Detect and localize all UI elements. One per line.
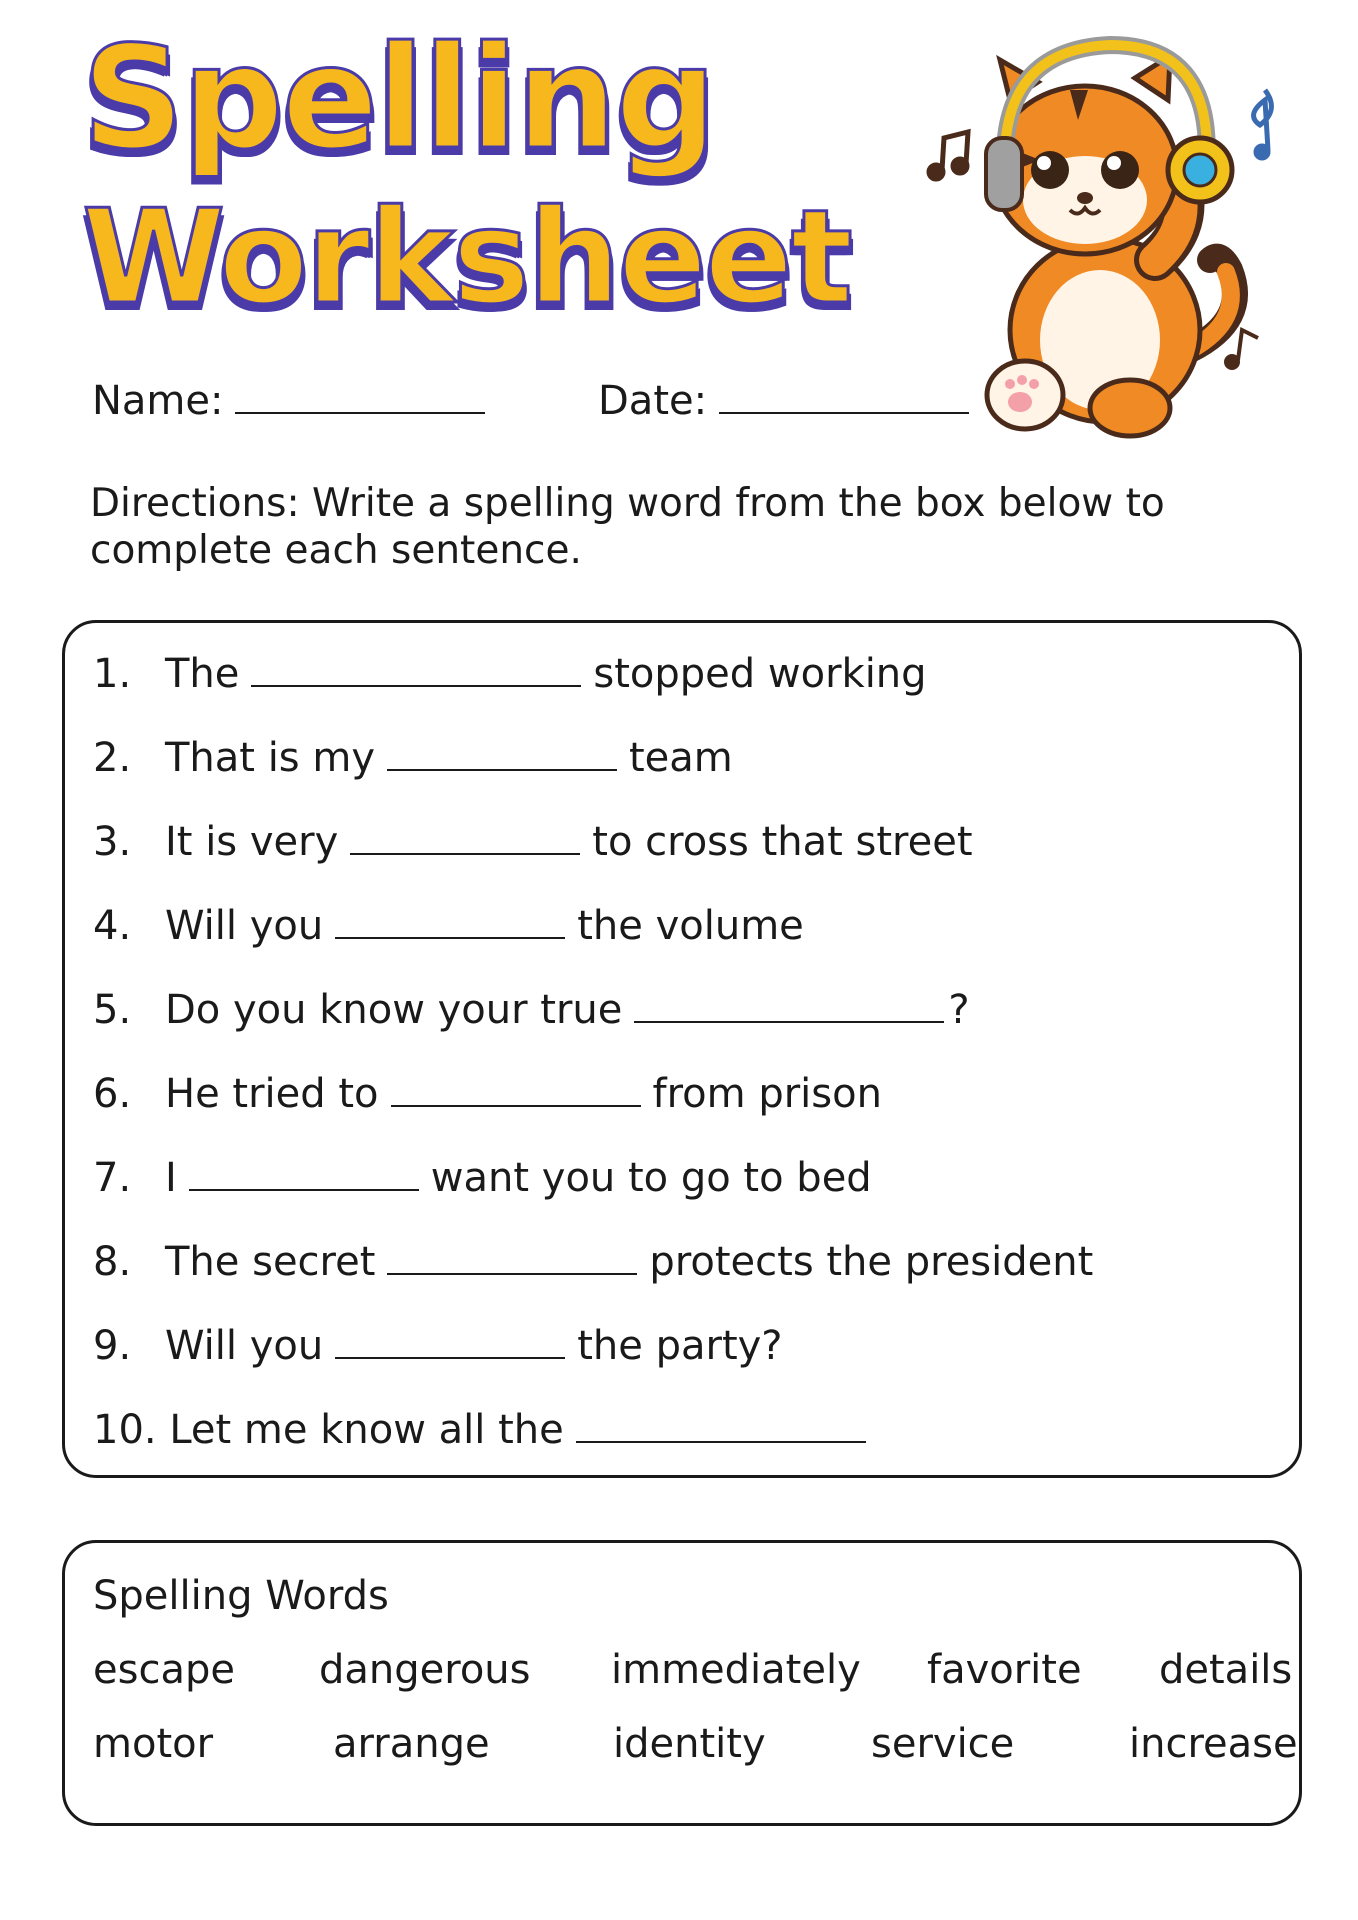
sentence-item xyxy=(93,735,733,781)
spelling-word: dangerous xyxy=(319,1647,531,1693)
sentence-item xyxy=(93,1407,878,1453)
sentence-text-after: ? xyxy=(948,987,970,1033)
sentence-item xyxy=(93,1323,783,1369)
name-label: Name: xyxy=(92,378,224,424)
sentence-item xyxy=(93,1071,882,1117)
spelling-word: identity xyxy=(613,1721,766,1767)
spelling-word: details xyxy=(1159,1647,1293,1693)
sentence-text-before: Let me know all the xyxy=(169,1407,564,1453)
answer-blank[interactable] xyxy=(576,1409,866,1443)
sentence-item xyxy=(93,903,804,949)
sentence-text-before: It is very xyxy=(165,819,339,865)
spelling-word: favorite xyxy=(927,1647,1082,1693)
sentence-text-after: stopped working xyxy=(593,651,927,697)
sentence-number: 8. xyxy=(93,1239,132,1285)
sentence-text-after: to cross that street xyxy=(592,819,973,865)
sentence-item xyxy=(93,1239,1094,1285)
title-line-2: Worksheet xyxy=(82,181,852,333)
sentences-box xyxy=(62,620,1302,1478)
answer-blank[interactable] xyxy=(189,1157,419,1191)
sentence-number: 10. xyxy=(93,1407,157,1453)
sentence-text-before: Will you xyxy=(165,903,324,949)
sentence-text-after: the volume xyxy=(577,903,804,949)
sentence-text-before: The secret xyxy=(165,1239,376,1285)
sentence-text-before: He tried to xyxy=(165,1071,379,1117)
date-label: Date: xyxy=(598,378,708,424)
spelling-word: arrange xyxy=(333,1721,490,1767)
sentence-number: 5. xyxy=(93,987,132,1033)
sentence-number: 1. xyxy=(93,651,132,697)
sentence-text-after: from prison xyxy=(652,1071,882,1117)
sentence-text-before: The xyxy=(165,651,240,697)
answer-blank[interactable] xyxy=(387,1241,637,1275)
answer-blank[interactable] xyxy=(350,821,580,855)
answer-blank[interactable] xyxy=(335,1325,565,1359)
spelling-word: immediately xyxy=(611,1647,861,1693)
spelling-word: increase xyxy=(1129,1721,1298,1767)
sentence-number: 2. xyxy=(93,735,132,781)
answer-blank[interactable] xyxy=(251,653,581,687)
sentence-text-after: want you to go to bed xyxy=(430,1155,872,1201)
sentence-text-before: Will you xyxy=(165,1323,324,1369)
spelling-words-box xyxy=(62,1540,1302,1826)
answer-blank[interactable] xyxy=(391,1073,641,1107)
name-field[interactable] xyxy=(92,378,485,424)
sentence-number: 7. xyxy=(93,1155,132,1201)
sentence-text-before: Do you know your true xyxy=(165,987,623,1033)
treble-clef-icon xyxy=(1254,90,1272,158)
date-field[interactable] xyxy=(598,378,969,424)
sentence-text-after: the party? xyxy=(577,1323,783,1369)
spelling-word: service xyxy=(871,1721,1015,1767)
directions-text: Directions: Write a spelling word from the box below to complete each sentence. xyxy=(90,481,1165,573)
sentence-item xyxy=(93,1155,872,1201)
name-blank[interactable] xyxy=(235,378,485,414)
answer-blank[interactable] xyxy=(634,989,944,1023)
sentence-number: 3. xyxy=(93,819,132,865)
sentence-text-before: That is my xyxy=(165,735,375,781)
answer-blank[interactable] xyxy=(335,905,565,939)
sentence-text-after: protects the president xyxy=(649,1239,1094,1285)
date-blank[interactable] xyxy=(719,378,969,414)
sentence-text-before: I xyxy=(165,1155,177,1201)
spelling-word: motor xyxy=(93,1721,214,1767)
tiger-mascot-icon xyxy=(920,20,1300,440)
sentence-number: 4. xyxy=(93,903,132,949)
sentence-number: 6. xyxy=(93,1071,132,1117)
sentence-item xyxy=(93,651,927,697)
sentence-item xyxy=(93,987,970,1033)
answer-blank[interactable] xyxy=(387,737,617,771)
spelling-words-title: Spelling Words xyxy=(93,1573,389,1619)
title-line-1: Spelling xyxy=(82,16,715,181)
spelling-word: escape xyxy=(93,1647,235,1693)
sentence-text-after: team xyxy=(629,735,733,781)
sentence-number: 9. xyxy=(93,1323,132,1369)
worksheet-title xyxy=(82,16,852,333)
music-note-icon xyxy=(929,132,968,179)
sentence-item xyxy=(93,819,973,865)
